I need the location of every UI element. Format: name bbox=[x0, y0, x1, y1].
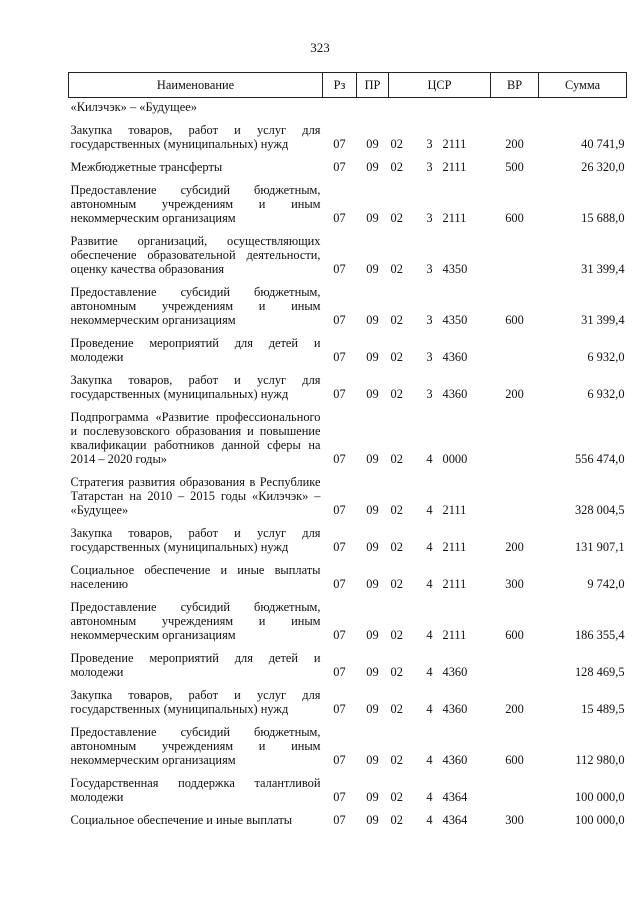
row-rz: 07 bbox=[333, 665, 346, 679]
row-vr: 600 bbox=[505, 628, 524, 642]
row-name: Предоставление субсидий бюджетным, автономным учреждениям и иным некоммерческим организациям bbox=[70, 285, 321, 327]
row-csr-1: 02 bbox=[390, 813, 403, 827]
header-sum: Сумма bbox=[539, 73, 627, 98]
row-vr bbox=[491, 770, 539, 807]
row-vr: 300 bbox=[505, 813, 524, 827]
row-csr-2: 3 bbox=[426, 160, 433, 174]
row-csr-1: 02 bbox=[390, 628, 403, 642]
table-row bbox=[69, 228, 627, 279]
row-name: Межбюджетные трансферты bbox=[70, 160, 223, 174]
row-name: Социальное обеспечение и иные выплаты bbox=[70, 813, 293, 827]
table-row bbox=[69, 404, 627, 469]
row-csr-1: 02 bbox=[390, 503, 403, 517]
row-rz: 07 bbox=[333, 452, 346, 466]
row-rz: 07 bbox=[333, 702, 346, 716]
row-sum: 328 004,5 bbox=[574, 503, 625, 517]
row-pr: 09 bbox=[366, 813, 379, 827]
budget-table bbox=[68, 72, 627, 830]
row-csr-1: 02 bbox=[390, 702, 403, 716]
row-pr: 09 bbox=[366, 503, 379, 517]
row-pr: 09 bbox=[366, 452, 379, 466]
header-name: Наименование bbox=[69, 73, 323, 98]
continuation-text: «Килэчэк» – «Будущее» bbox=[70, 100, 197, 114]
row-rz: 07 bbox=[333, 387, 346, 401]
row-pr: 09 bbox=[366, 160, 379, 174]
row-csr-2: 4 bbox=[426, 577, 433, 591]
row-csr-1: 02 bbox=[390, 137, 403, 151]
row-csr-1: 02 bbox=[390, 665, 403, 679]
row-csr-3: 4360 bbox=[442, 702, 468, 716]
row-csr-2: 4 bbox=[426, 665, 433, 679]
row-sum: 131 907,1 bbox=[574, 540, 625, 554]
header-rz: Рз bbox=[323, 73, 357, 98]
row-csr-1: 02 bbox=[390, 313, 403, 327]
row-pr: 09 bbox=[366, 137, 379, 151]
row-csr-3: 2111 bbox=[442, 211, 467, 225]
row-sum: 15 688,0 bbox=[581, 211, 625, 225]
row-sum: 556 474,0 bbox=[574, 452, 625, 466]
row-csr-1: 02 bbox=[390, 262, 403, 276]
row-csr-3: 4350 bbox=[442, 262, 468, 276]
row-name: Закупка товаров, работ и услуг для государственных (муниципальных) нужд bbox=[70, 688, 321, 716]
row-csr-1: 02 bbox=[390, 753, 403, 767]
row-csr-3: 0000 bbox=[442, 452, 468, 466]
row-csr-2: 4 bbox=[426, 813, 433, 827]
row-vr: 200 bbox=[505, 387, 524, 401]
row-csr-1: 02 bbox=[390, 211, 403, 225]
row-csr-3: 2111 bbox=[442, 577, 467, 591]
row-csr-1: 02 bbox=[390, 387, 403, 401]
row-sum: 186 355,4 bbox=[574, 628, 625, 642]
row-csr-3: 4364 bbox=[442, 790, 468, 804]
row-vr: 200 bbox=[505, 540, 524, 554]
row-csr-3: 2111 bbox=[442, 137, 467, 151]
row-csr-2: 4 bbox=[426, 702, 433, 716]
row-vr bbox=[491, 469, 539, 520]
row-name: Проведение мероприятий для детей и молодежи bbox=[70, 336, 321, 364]
row-vr: 200 bbox=[505, 137, 524, 151]
row-pr: 09 bbox=[366, 540, 379, 554]
row-csr-1: 02 bbox=[390, 577, 403, 591]
row-rz: 07 bbox=[333, 503, 346, 517]
row-name: Закупка товаров, работ и услуг для государственных (муниципальных) нужд bbox=[70, 123, 321, 151]
row-name: Закупка товаров, работ и услуг для государственных (муниципальных) нужд bbox=[70, 373, 321, 401]
row-vr: 300 bbox=[505, 577, 524, 591]
row-pr: 09 bbox=[366, 313, 379, 327]
row-rz: 07 bbox=[333, 577, 346, 591]
row-csr-3: 4360 bbox=[442, 387, 468, 401]
row-sum: 6 932,0 bbox=[587, 387, 625, 401]
row-sum: 15 489,5 bbox=[581, 702, 625, 716]
row-csr-2: 4 bbox=[426, 753, 433, 767]
row-vr: 600 bbox=[505, 313, 524, 327]
row-csr-3: 2111 bbox=[442, 503, 467, 517]
table-row bbox=[69, 682, 627, 719]
row-csr-1: 02 bbox=[390, 790, 403, 804]
table-row bbox=[69, 594, 627, 645]
table-row bbox=[69, 367, 627, 404]
header-row bbox=[69, 73, 627, 98]
row-name: Проведение мероприятий для детей и молодежи bbox=[70, 651, 321, 679]
table-row bbox=[69, 279, 627, 330]
row-pr: 09 bbox=[366, 577, 379, 591]
row-sum: 40 741,9 bbox=[581, 137, 625, 151]
row-csr-3: 4360 bbox=[442, 753, 468, 767]
row-rz: 07 bbox=[333, 137, 346, 151]
row-csr-1: 02 bbox=[390, 540, 403, 554]
row-rz: 07 bbox=[333, 540, 346, 554]
row-name: Развитие организаций, осуществляющих обеспечение образовательной деятельности, оценку качества образования bbox=[70, 234, 321, 276]
row-rz: 07 bbox=[333, 160, 346, 174]
header-vr: ВР bbox=[491, 73, 539, 98]
row-csr-3: 2111 bbox=[442, 628, 467, 642]
row-pr: 09 bbox=[366, 753, 379, 767]
header-csr: ЦСР bbox=[389, 73, 491, 98]
row-rz: 07 bbox=[333, 790, 346, 804]
row-vr bbox=[491, 330, 539, 367]
row-name: Предоставление субсидий бюджетным, автономным учреждениям и иным некоммерческим организациям bbox=[70, 183, 321, 225]
row-name: Предоставление субсидий бюджетным, автономным учреждениям и иным некоммерческим организациям bbox=[70, 600, 321, 642]
row-csr-3: 4350 bbox=[442, 313, 468, 327]
row-csr-3: 2111 bbox=[442, 160, 467, 174]
row-pr: 09 bbox=[366, 350, 379, 364]
row-pr: 09 bbox=[366, 790, 379, 804]
row-sum: 112 980,0 bbox=[575, 753, 625, 767]
row-vr: 600 bbox=[505, 753, 524, 767]
row-vr: 200 bbox=[505, 702, 524, 716]
table-row bbox=[69, 154, 627, 177]
row-csr-2: 3 bbox=[426, 313, 433, 327]
row-pr: 09 bbox=[366, 628, 379, 642]
row-rz: 07 bbox=[333, 211, 346, 225]
row-rz: 07 bbox=[333, 813, 346, 827]
row-sum: 100 000,0 bbox=[574, 813, 625, 827]
row-pr: 09 bbox=[366, 387, 379, 401]
row-name: Предоставление субсидий бюджетным, автономным учреждениям и иным некоммерческим организациям bbox=[70, 725, 321, 767]
row-csr-2: 4 bbox=[426, 790, 433, 804]
row-csr-2: 4 bbox=[426, 540, 433, 554]
table-row bbox=[69, 645, 627, 682]
row-pr: 09 bbox=[366, 665, 379, 679]
row-csr-1: 02 bbox=[390, 350, 403, 364]
row-csr-1: 02 bbox=[390, 452, 403, 466]
table-row bbox=[69, 520, 627, 557]
table-row bbox=[69, 557, 627, 594]
row-name: Стратегия развития образования в Республике Татарстан на 2010 – 2015 годы «Килэчэк» – «Будущее» bbox=[70, 475, 321, 517]
row-pr: 09 bbox=[366, 702, 379, 716]
row-csr-3: 4364 bbox=[442, 813, 468, 827]
row-csr-2: 3 bbox=[426, 350, 433, 364]
row-csr-2: 4 bbox=[426, 628, 433, 642]
row-vr bbox=[491, 404, 539, 469]
page-number: 323 bbox=[310, 40, 330, 55]
row-sum: 100 000,0 bbox=[574, 790, 625, 804]
row-rz: 07 bbox=[333, 628, 346, 642]
row-vr: 500 bbox=[505, 160, 524, 174]
row-csr-2: 4 bbox=[426, 503, 433, 517]
row-csr-2: 3 bbox=[426, 262, 433, 276]
header-pr: ПР bbox=[357, 73, 389, 98]
table-row bbox=[69, 330, 627, 367]
continuation-row bbox=[69, 98, 627, 118]
row-pr: 09 bbox=[366, 211, 379, 225]
row-vr bbox=[491, 228, 539, 279]
row-csr-2: 4 bbox=[426, 452, 433, 466]
row-csr-3: 4360 bbox=[442, 665, 468, 679]
row-rz: 07 bbox=[333, 753, 346, 767]
row-name: Государственная поддержка талантливой молодежи bbox=[70, 776, 321, 804]
table-row bbox=[69, 770, 627, 807]
table-row bbox=[69, 177, 627, 228]
table-row bbox=[69, 719, 627, 770]
row-csr-3: 4360 bbox=[442, 350, 468, 364]
row-sum: 26 320,0 bbox=[581, 160, 625, 174]
table-row bbox=[69, 807, 627, 830]
row-sum: 31 399,4 bbox=[581, 313, 625, 327]
row-csr-2: 3 bbox=[426, 211, 433, 225]
row-vr bbox=[491, 645, 539, 682]
row-sum: 6 932,0 bbox=[587, 350, 625, 364]
row-name: Подпрограмма «Развитие профессионального и послевузовского образования и повышение квалификации работников данной сферы на 2014 – 2020 годы» bbox=[70, 410, 321, 466]
row-csr-2: 3 bbox=[426, 137, 433, 151]
row-sum: 9 742,0 bbox=[587, 577, 625, 591]
table-row bbox=[69, 469, 627, 520]
row-rz: 07 bbox=[333, 350, 346, 364]
table-row bbox=[69, 117, 627, 154]
row-rz: 07 bbox=[333, 313, 346, 327]
row-pr: 09 bbox=[366, 262, 379, 276]
row-csr-2: 3 bbox=[426, 387, 433, 401]
row-name: Социальное обеспечение и иные выплаты населению bbox=[70, 563, 321, 591]
row-csr-1: 02 bbox=[390, 160, 403, 174]
row-sum: 31 399,4 bbox=[581, 262, 625, 276]
row-rz: 07 bbox=[333, 262, 346, 276]
row-vr: 600 bbox=[505, 211, 524, 225]
row-sum: 128 469,5 bbox=[574, 665, 625, 679]
row-csr-3: 2111 bbox=[442, 540, 467, 554]
row-name: Закупка товаров, работ и услуг для государственных (муниципальных) нужд bbox=[70, 526, 321, 554]
